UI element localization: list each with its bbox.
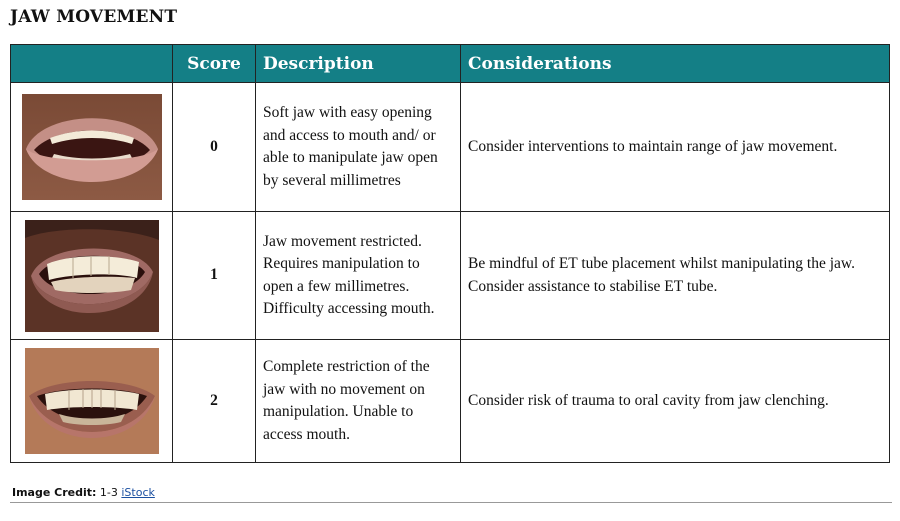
mouth-image-cell — [11, 212, 173, 340]
jaw-movement-table — [10, 44, 890, 463]
mouth-image-cell — [11, 340, 173, 463]
considerations-cell: Consider interventions to maintain range of jaw movement. — [461, 83, 890, 212]
mouth-open-photo — [22, 94, 162, 200]
credit-label: Image Credit: — [12, 486, 97, 499]
mouth-teeth-photo — [25, 220, 159, 332]
considerations-cell: Consider risk of trauma to oral cavity from jaw clenching. — [461, 340, 890, 463]
credit-range: 1-3 — [99, 486, 118, 499]
page-title: JAW MOVEMENT — [10, 7, 178, 27]
image-credit — [12, 486, 155, 499]
table-row — [11, 212, 890, 340]
credit-link-istock[interactable]: iStock — [121, 486, 155, 499]
considerations-cell: Be mindful of ET tube placement whilst manipulating the jaw. Consider assistance to stabilise ET tube. — [461, 212, 890, 340]
description-cell: Complete restriction of the jaw with no movement on manipulation. Unable to access mouth. — [256, 340, 461, 463]
score-cell: 1 — [173, 212, 256, 340]
footer-divider — [10, 502, 892, 503]
description-cell: Jaw movement restricted. Requires manipulation to open a few millimetres. Difficulty accessing mouth. — [256, 212, 461, 340]
table-row — [11, 83, 890, 212]
header-image — [11, 45, 173, 83]
score-cell: 0 — [173, 83, 256, 212]
score-cell: 2 — [173, 340, 256, 463]
mouth-smile-photo — [25, 348, 159, 454]
mouth-image-cell — [11, 83, 173, 212]
table-row — [11, 340, 890, 463]
table-header-row — [11, 45, 890, 83]
header-considerations: Considerations — [461, 45, 890, 83]
header-score: Score — [173, 45, 256, 83]
header-description: Description — [256, 45, 461, 83]
description-cell: Soft jaw with easy opening and access to mouth and/ or able to manipulate jaw open by several millimetres — [256, 83, 461, 212]
